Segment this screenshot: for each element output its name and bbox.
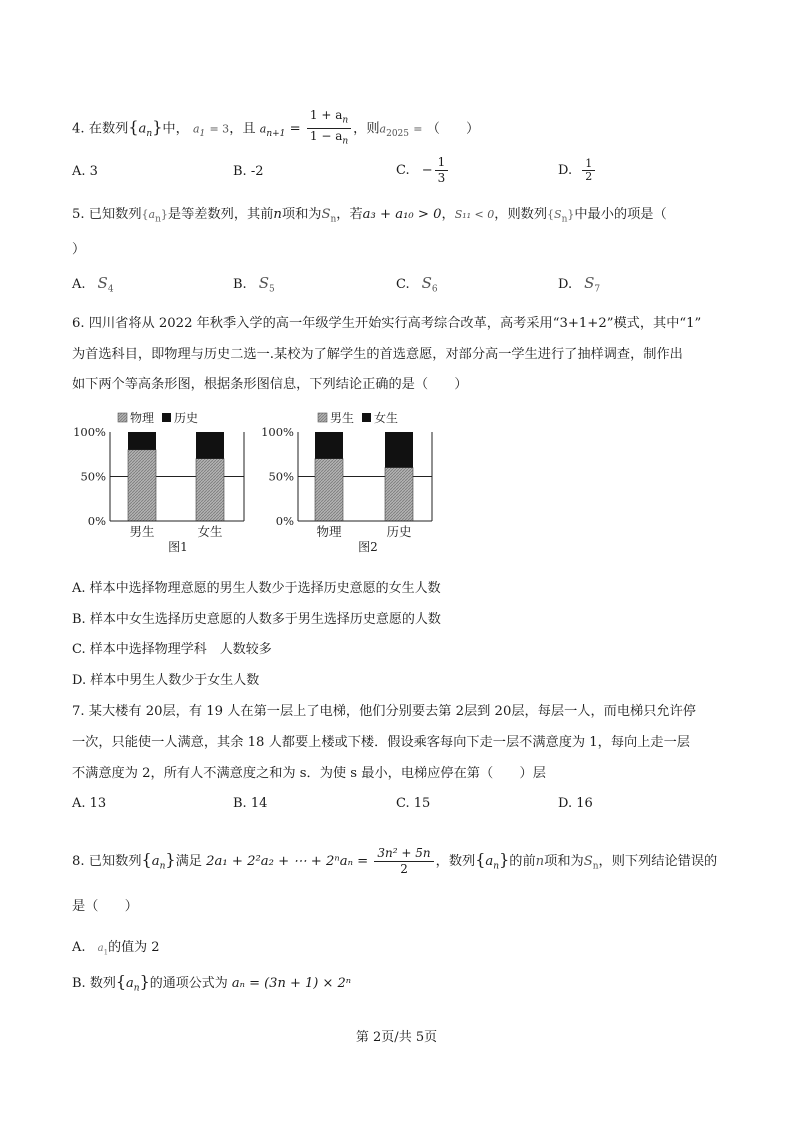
q8-line2: 是（ ） — [72, 899, 138, 914]
q5-seq-sub: n — [155, 214, 161, 225]
q5-option-c-sub: 6 — [431, 284, 438, 295]
q5-line2: ） — [72, 242, 86, 257]
q8-brace2-open: { — [475, 850, 486, 869]
q8-option-b-seq: a — [126, 976, 134, 991]
q8-option-b-brace-close: } — [139, 972, 150, 991]
seq-brace-close: } — [160, 208, 168, 221]
q5-S-sub: n — [330, 214, 337, 225]
q4-option-c[interactable] — [396, 155, 450, 186]
q8-option-b-formula: aₙ = (3n + 1) × 2ⁿ — [231, 976, 352, 991]
q8-seq2: a — [485, 854, 494, 869]
q5-option-b-sub: 5 — [268, 284, 275, 295]
q7-option-a[interactable]: A. 13 — [72, 796, 107, 811]
legend-swatch-历史 — [162, 413, 171, 422]
q5-option-d-sub: 7 — [594, 284, 601, 295]
figure-caption: 图2 — [358, 540, 378, 554]
q8-eq: = — [357, 854, 369, 869]
q6-option-c[interactable]: C. 样本中选择物理学科 人数较多 — [72, 642, 272, 657]
q5-comma: ， — [441, 207, 455, 222]
q5-text-e: ，则数列 — [494, 207, 548, 222]
q7-option-d[interactable]: D. 16 — [558, 796, 593, 811]
q5-option-a-sub: 4 — [107, 284, 114, 295]
figure-caption: 图1 — [168, 540, 188, 554]
q8-mid: 满足 — [175, 854, 202, 869]
q4-recurrence-fraction — [307, 108, 351, 150]
q8-option-b[interactable] — [72, 972, 351, 994]
q4-and: ，且 — [229, 121, 256, 137]
q4-option-b[interactable]: B. -2 — [233, 164, 264, 179]
q5-option-d-label: D. — [558, 277, 573, 292]
q8-option-b-text: 的通项公式为 — [149, 976, 228, 991]
q4-option-c-den: 3 — [437, 171, 446, 185]
q5-option-c-label: C. — [396, 277, 410, 292]
q4-target-eq: = — [413, 122, 423, 136]
bar-物理-女生 — [196, 459, 224, 521]
x-tick-label: 物理 — [316, 524, 342, 539]
q8-option-b-brace-open: { — [115, 972, 127, 991]
q5-cond2: S₁₁ < 0 — [454, 208, 495, 221]
q7-option-b[interactable]: B. 14 — [233, 796, 268, 811]
seq-braces: { — [128, 117, 139, 137]
legend-swatch-物理 — [118, 413, 127, 422]
q5-n: n — [273, 207, 282, 222]
figure-2 — [261, 410, 432, 554]
q4-blank: （ ） — [426, 121, 480, 137]
question-8 — [72, 846, 717, 877]
q4-rec-num: 1 + a — [309, 108, 343, 122]
q4-prefix: 4. 在数列 — [72, 121, 129, 137]
legend-label: 历史 — [174, 411, 199, 425]
q5-text-c: 项和为 — [281, 207, 322, 222]
q4-option-c-label: C. — [396, 163, 410, 178]
q5-option-b[interactable] — [233, 274, 275, 295]
q4-target-sub: 2025 — [386, 129, 409, 140]
legend-swatch-男生 — [318, 413, 327, 422]
q8-prefix: 8. 已知数列 — [72, 854, 142, 869]
q6-option-b[interactable]: B. 样本中女生选择历史意愿的人数多于男生选择历史意愿的人数 — [72, 612, 441, 627]
q5-seq: a — [148, 208, 156, 221]
q5-option-d[interactable] — [558, 274, 600, 295]
bar-物理-男生 — [128, 450, 156, 521]
legend-label: 女生 — [374, 411, 399, 425]
q4-rec-den: 1 − a — [309, 129, 343, 144]
q5-option-c[interactable] — [396, 274, 438, 295]
y-tick-label: 100% — [73, 425, 106, 439]
q5-seq2: S — [554, 208, 562, 221]
y-tick-label: 100% — [261, 425, 294, 439]
legend-label: 男生 — [330, 411, 355, 425]
x-tick-label: 历史 — [386, 524, 412, 539]
q4-cond1-sub: 1 — [199, 129, 206, 140]
seq2-brace-open: { — [547, 208, 555, 221]
q4-rec-lhs-sub: n+1 — [266, 129, 286, 140]
y-tick-label: 0% — [275, 514, 294, 528]
q6-option-d[interactable]: D. 样本中男生人数少于女生人数 — [72, 673, 260, 688]
q4-option-c-sign: − — [421, 163, 433, 178]
seq2-brace-close: } — [567, 208, 575, 221]
q5-text-a: 5. 已知数列 — [72, 207, 142, 222]
q5-option-a[interactable] — [72, 274, 114, 295]
q8-option-a-sub: 1 — [103, 948, 109, 957]
q4-option-d-den: 2 — [585, 170, 593, 183]
q7-line1: 7. 某大楼有 20层，有 19 人在第一层上了电梯，他们分别要去第 2层到 20层，每层一人，而电梯只允许停 — [72, 704, 696, 719]
q6-line2: 为首选科目，即物理与历史二选一.某校为了解学生的首选意愿，对部分高一学生进行了抽样调查，制作出 — [72, 347, 683, 362]
q4-option-c-num: 1 — [435, 155, 449, 171]
q5-text-b: 是等差数列，其前 — [167, 207, 274, 222]
q4-option-d-label: D. — [558, 163, 573, 178]
bar-历史-男生 — [128, 432, 156, 450]
y-tick-label: 50% — [268, 469, 294, 484]
bar-女生-历史 — [385, 432, 413, 468]
q8-rhs-fraction — [374, 846, 433, 877]
bar-charts — [0, 400, 793, 560]
x-tick-label: 女生 — [197, 524, 223, 539]
q5-text-f: 中最小的项是（ — [574, 207, 667, 222]
q8-rhs-num: 3n² + 5n — [374, 846, 433, 862]
q4-option-d-fraction — [582, 158, 595, 183]
q8-rhs-den: 2 — [400, 862, 408, 876]
q8-seq: a — [151, 854, 160, 869]
q8-brace-open: { — [141, 850, 152, 869]
q5-text-d: ，若 — [336, 207, 363, 222]
q5-option-d-S: S — [584, 274, 595, 292]
q5-option-b-label: B. — [233, 277, 247, 292]
question-4 — [72, 108, 479, 150]
q4-seq: a — [138, 121, 147, 137]
q4-option-d[interactable] — [558, 158, 597, 183]
bar-女生-物理 — [315, 432, 343, 459]
x-tick-label: 男生 — [129, 524, 155, 539]
q5-option-a-label: A. — [72, 277, 86, 292]
q8-option-a[interactable] — [72, 936, 160, 957]
q5-option-a-S: S — [97, 274, 108, 292]
bar-历史-女生 — [196, 432, 224, 459]
y-tick-label: 50% — [80, 469, 106, 484]
q4-eq: = — [289, 121, 301, 137]
legend-swatch-女生 — [362, 413, 371, 422]
q5-option-c-S: S — [421, 274, 432, 292]
question-5 — [72, 205, 667, 230]
q4-mid: 中， — [162, 121, 189, 137]
q4-rec-num-sub: n — [342, 115, 349, 126]
q8-brace2-close: } — [499, 850, 510, 869]
q4-rec-lhs: a — [259, 122, 267, 136]
q6-line1: 6. 四川省将从 2022 年秋季入学的高一年级学生开始实行高考综合改革，高考采用“3+1+2”模式，其中“1” — [72, 316, 702, 331]
q4-option-c-fraction — [435, 155, 449, 186]
q4-rec-den-sub: n — [342, 136, 349, 147]
q5-cond1: a₃ + a₁₀ > 0 — [362, 207, 442, 222]
q4-cond1-val: = 3 — [209, 122, 230, 136]
q7-option-c[interactable]: C. 15 — [396, 796, 431, 811]
q8-option-b-seq-sub: n — [133, 983, 140, 994]
q8-seq-sub: n — [159, 861, 166, 872]
q8-S-sub: n — [592, 861, 599, 872]
q4-cond1: a — [192, 122, 200, 136]
q5-option-b-S: S — [258, 274, 269, 292]
q8-S: S — [583, 854, 593, 869]
q8-n: n — [535, 854, 545, 869]
q8-option-b-label: B. 数列 — [72, 976, 116, 991]
q8-end: ，则下列结论错误的 — [598, 854, 718, 869]
q4-target: a — [379, 122, 387, 136]
q8-lhs: 2a₁ + 2²a₂ + ⋯ + 2ⁿaₙ — [206, 854, 353, 869]
q8-mid3: 的前 — [509, 854, 536, 869]
q4-then: ，则 — [353, 121, 380, 137]
legend-label: 物理 — [130, 411, 155, 425]
q5-S: S — [321, 207, 331, 222]
y-tick-label: 0% — [87, 514, 106, 528]
q8-mid4: 项和为 — [544, 854, 584, 869]
q8-option-a-text: 的值为 2 — [108, 940, 160, 955]
figure-1 — [73, 410, 244, 554]
q8-option-a-var: a — [97, 943, 104, 954]
q6-line3: 如下两个等高条形图，根据条形图信息，下列结论正确的是（ ） — [72, 377, 468, 392]
q8-seq2-sub: n — [493, 861, 500, 872]
q7-line3: 不满意度为 2，所有人不满意度之和为 s．为使 s 最小，电梯应停在第（ ）层 — [72, 766, 546, 781]
q8-brace-close: } — [165, 850, 176, 869]
q8-mid2: ，数列 — [435, 854, 476, 869]
bar-男生-物理 — [315, 459, 343, 521]
q7-line2: 一次，只能使一人满意，其余 18 人都要上楼或下楼．假设乘客每向下走一层不满意度为 1，每向上走一层 — [72, 735, 690, 750]
bar-男生-历史 — [385, 468, 413, 521]
q6-option-a[interactable]: A. 样本中选择物理意愿的男生人数少于选择历史意愿的女生人数 — [72, 581, 441, 596]
q5-seq2-sub: n — [561, 214, 568, 225]
q4-option-a[interactable]: A. 3 — [72, 164, 98, 179]
seq-brace-open: { — [141, 208, 149, 221]
seq-braces-close: } — [152, 117, 163, 137]
page-footer: 第 2页/共 5页 — [355, 1030, 438, 1045]
q4-option-d-num: 1 — [582, 158, 595, 171]
q8-option-a-label: A. — [72, 940, 86, 955]
q4-seq-sub: n — [146, 129, 153, 140]
